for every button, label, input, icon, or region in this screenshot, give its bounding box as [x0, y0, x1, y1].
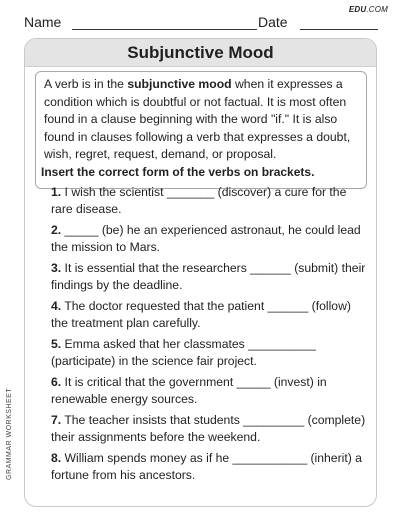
question-number: 6.: [51, 375, 62, 389]
question-7[interactable]: [51, 412, 369, 446]
question-text: It is critical that the government _____ (invest) in renewable energy sources.: [51, 375, 327, 406]
name-date-row: [24, 14, 378, 36]
instruction-text: Insert the correct form of the verbs on brackets.: [41, 165, 315, 179]
name-label: Name: [24, 14, 62, 30]
site-logo: [349, 5, 388, 14]
worksheet-title: Subjunctive Mood: [127, 43, 274, 62]
question-number: 2.: [51, 223, 62, 237]
date-write-line[interactable]: [300, 29, 378, 30]
logo-suffix: .COM: [366, 5, 388, 14]
question-4[interactable]: [51, 298, 369, 332]
logo-main: EDU: [348, 5, 367, 14]
question-number: 4.: [51, 299, 62, 313]
question-number: 8.: [51, 451, 62, 465]
question-2[interactable]: [51, 222, 369, 256]
question-number: 3.: [51, 261, 62, 275]
question-text: William spends money as if he ___________ (inherit) a fortune from his ancestors.: [51, 451, 362, 482]
title-bar: [25, 39, 376, 67]
question-5[interactable]: [51, 336, 369, 370]
side-label: GRAMMAR WORKSHEET: [6, 387, 13, 480]
intro-text-2: when it expresses a condition which is doubtful or not factual. It is most often found in a clause beginning with the word "if." It is also found in clauses following a verb that expresses a doubt, wish, regret, request, demand, or proposal.: [44, 77, 351, 162]
question-text: _____ (be) he an experienced astronaut, he could lead the mission to Mars.: [51, 223, 361, 254]
question-1[interactable]: [51, 184, 369, 218]
question-text: Emma asked that her classmates __________ (participate) in the science fair project.: [51, 337, 316, 368]
question-6[interactable]: [51, 374, 369, 408]
date-label: Date: [258, 14, 288, 30]
intro-bold-term: subjunctive mood: [127, 77, 232, 91]
question-3[interactable]: [51, 260, 369, 294]
question-text: It is essential that the researchers ______ (submit) their findings by the deadline.: [51, 261, 366, 292]
worksheet-card: [24, 38, 377, 507]
question-number: 7.: [51, 413, 62, 427]
intro-text-1: A verb is in the: [44, 77, 128, 91]
question-text: I wish the scientist _______ (discover) a cure for the rare disease.: [51, 185, 347, 216]
question-text: The teacher insists that students _________ (complete) their assignments before the weekend.: [51, 413, 366, 444]
question-number: 1.: [51, 185, 62, 199]
name-write-line[interactable]: [72, 29, 257, 30]
question-text: The doctor requested that the patient ______ (follow) the treatment plan carefully.: [51, 299, 351, 330]
question-number: 5.: [51, 337, 62, 351]
question-8[interactable]: [51, 450, 369, 484]
